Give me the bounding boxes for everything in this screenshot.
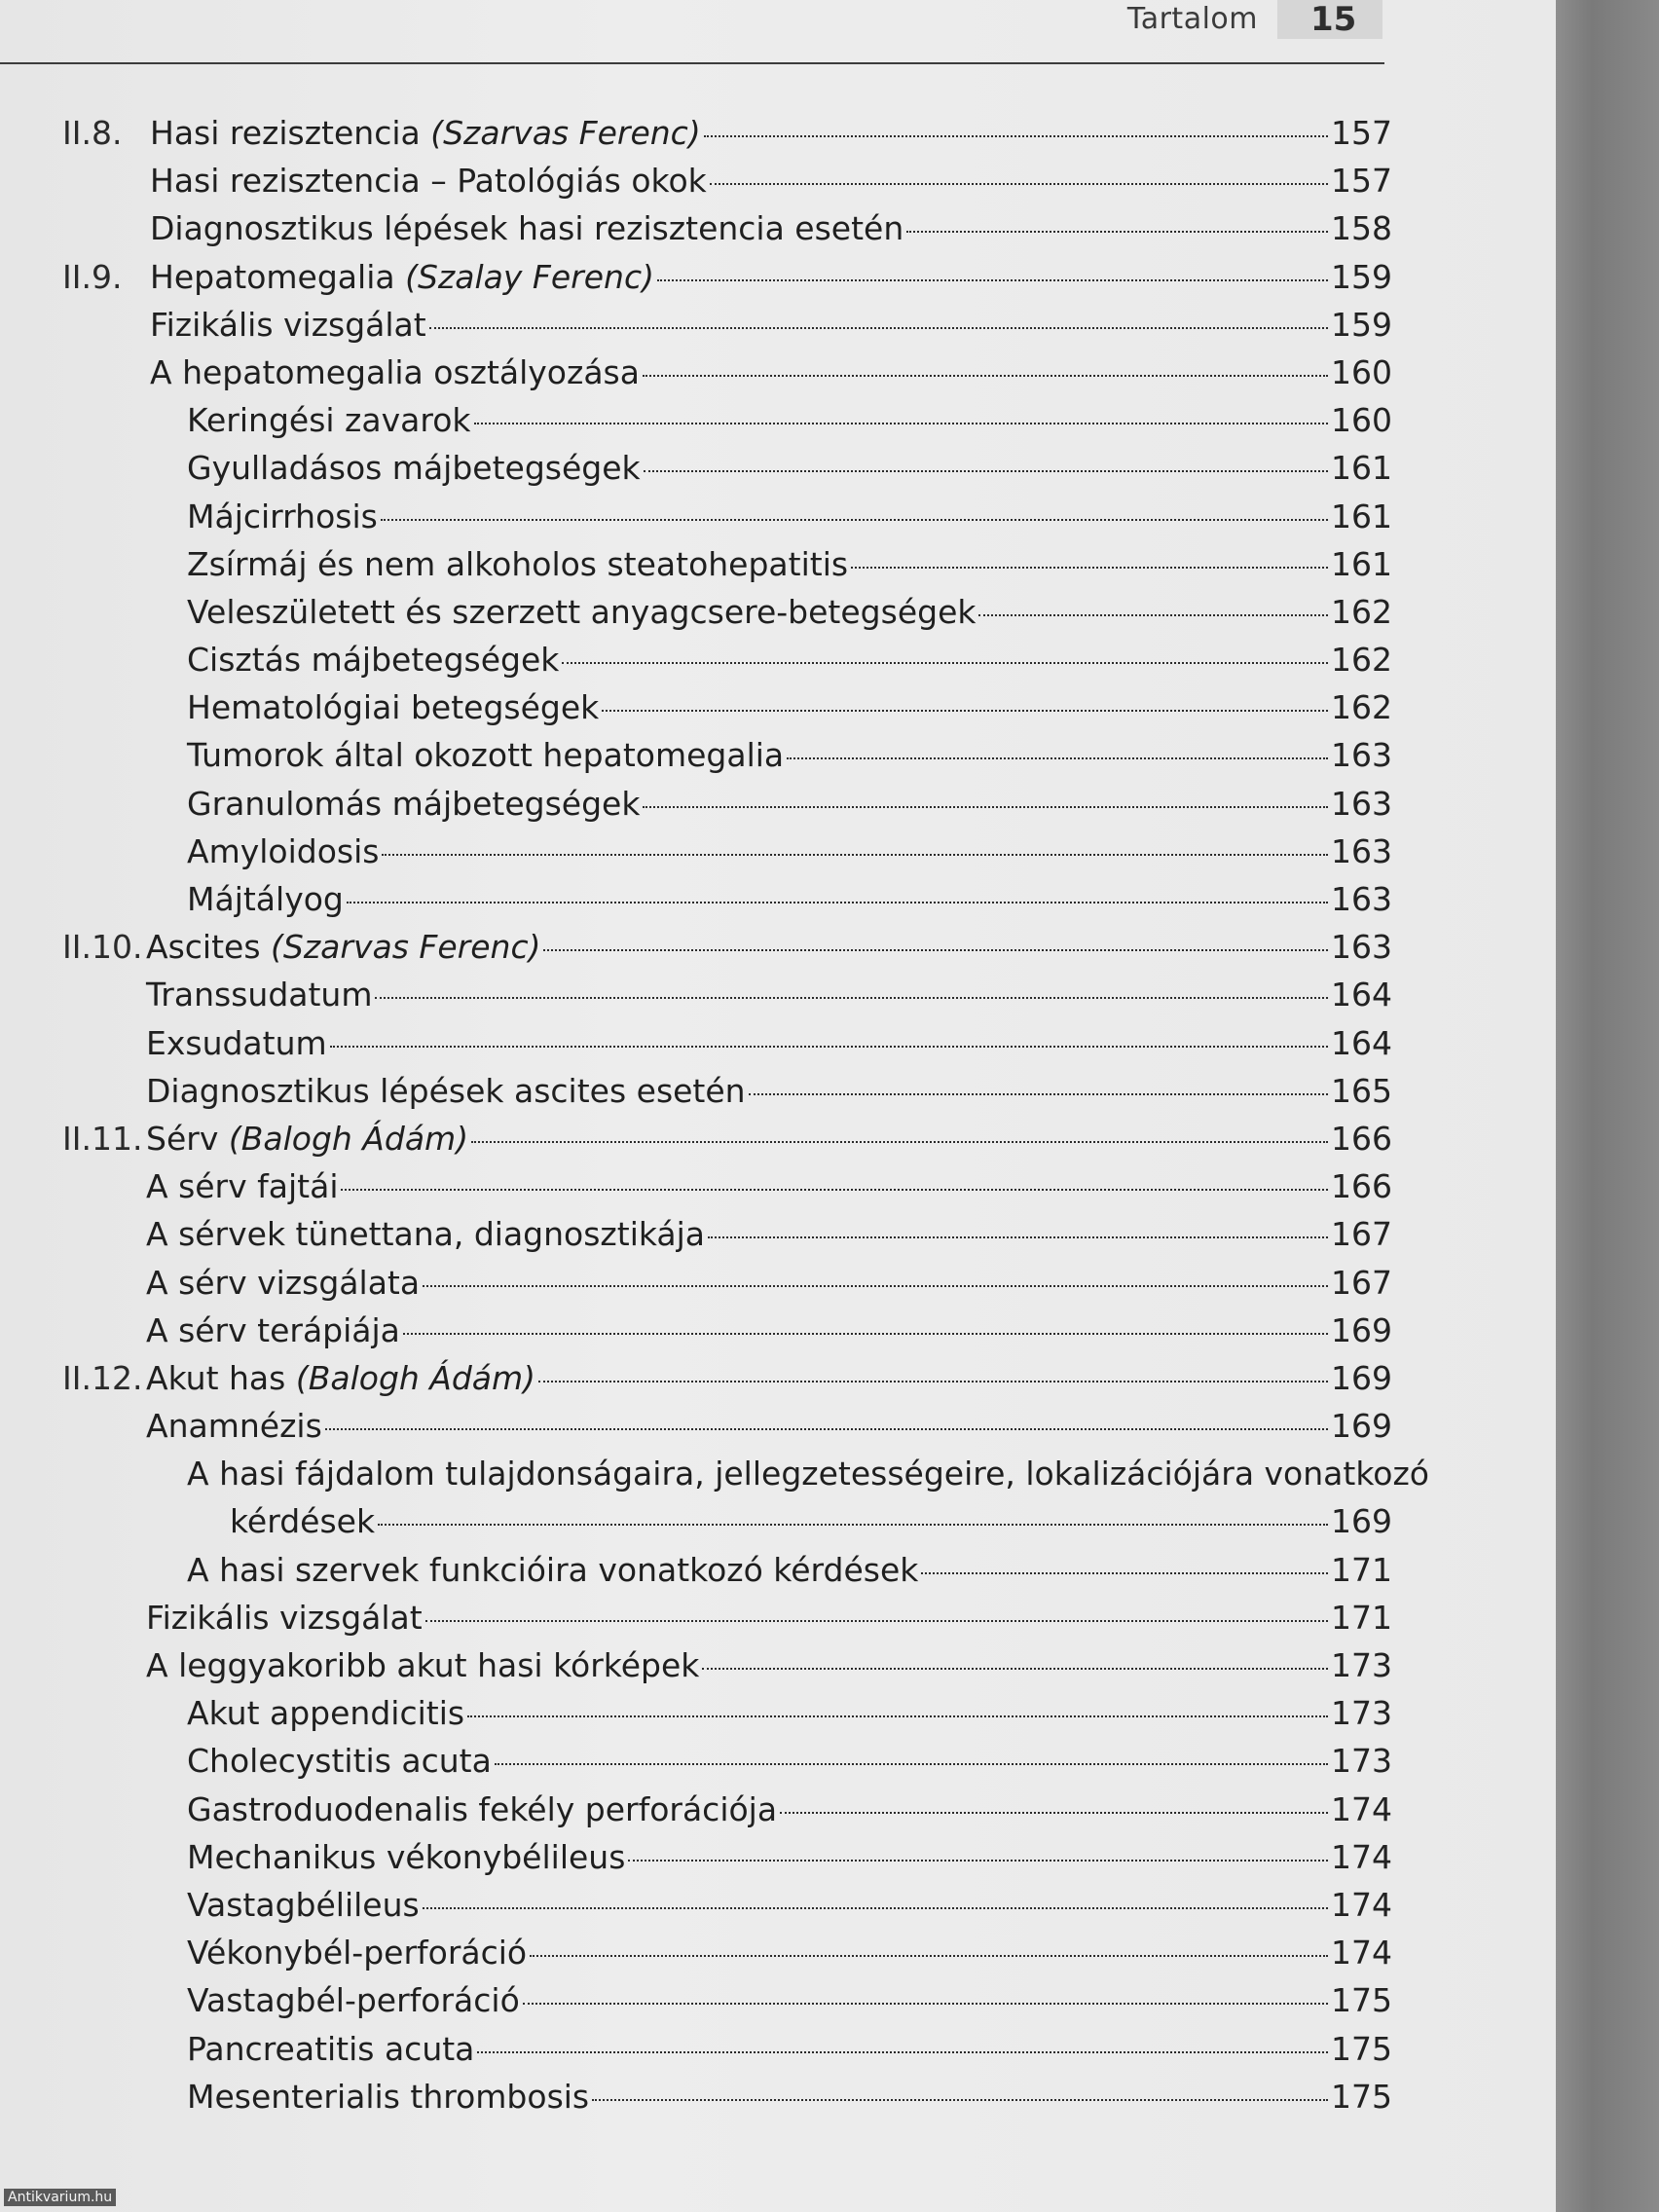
entry-title-text: Májtályog (187, 880, 344, 918)
entry-page-number: 175 (1331, 1981, 1392, 2020)
dot-leader (702, 1668, 1328, 1670)
entry-page-number: 174 (1331, 1934, 1392, 1972)
entry-page-number: 163 (1331, 831, 1392, 870)
entry-title (146, 1307, 400, 1354)
entry-title (187, 396, 471, 444)
entry-page-number: 174 (1331, 1885, 1392, 1924)
entry-title (187, 1929, 527, 1976)
entry-line (187, 780, 1392, 828)
entry-page-number: 161 (1331, 449, 1392, 488)
toc-entry (0, 1737, 1392, 1785)
entry-line (146, 1307, 1392, 1354)
toc-entry (0, 1833, 1392, 1881)
entry-title-text: Zsírmáj és nem alkoholos steatohepatitis (187, 544, 849, 583)
entry-title-text: Tumorok által okozott hepatomegalia (187, 736, 785, 775)
entry-title-text: Mesenterialis thrombosis (187, 2077, 590, 2116)
dot-leader (495, 1763, 1328, 1765)
dot-leader (562, 662, 1328, 664)
entry-line (187, 540, 1392, 588)
entry-page-number: 167 (1331, 1215, 1392, 1254)
entry-title (187, 731, 784, 779)
toc-entry (0, 636, 1392, 683)
entry-page-number: 161 (1331, 497, 1392, 535)
entry-title-text: Transsudatum (146, 976, 373, 1014)
dot-leader (423, 1285, 1328, 1287)
entry-page-number: 173 (1331, 1694, 1392, 1733)
entry-title-text: kérdések (230, 1502, 376, 1541)
toc-entry (0, 493, 1392, 540)
entry-page-number: 175 (1331, 2077, 1392, 2116)
entry-title-text: Diagnosztikus lépések hasi rezisztencia esetén (150, 209, 904, 248)
entry-title (146, 1162, 338, 1210)
dot-leader (543, 949, 1328, 951)
entry-page-number: 174 (1331, 1789, 1392, 1828)
entry-title-text: A hepatomegalia osztályozása (150, 352, 640, 391)
entry-page-number: 175 (1331, 2029, 1392, 2068)
toc-entry (0, 396, 1392, 444)
entry-page-number: 169 (1331, 1407, 1392, 1446)
toc-entry (0, 1019, 1392, 1067)
toc-entry (0, 2073, 1392, 2120)
watermark: Antikvarium.hu (4, 2189, 116, 2206)
entry-title-text: Gyulladásos májbetegségek (187, 449, 641, 488)
entry-line (187, 731, 1392, 779)
toc-entry (0, 1259, 1392, 1307)
entry-title (187, 588, 976, 636)
entry-page-number: 164 (1331, 976, 1392, 1014)
entry-author: (Balogh Ádám) (228, 1119, 469, 1158)
entry-line (187, 2025, 1392, 2073)
toc-entry (0, 683, 1392, 731)
dot-leader (477, 2051, 1328, 2053)
dot-leader (429, 327, 1328, 329)
entry-page-number: 163 (1331, 880, 1392, 918)
entry-page-number: 169 (1331, 1310, 1392, 1349)
dot-leader (628, 1860, 1328, 1862)
entry-title (187, 875, 344, 923)
toc-entry (0, 1067, 1392, 1115)
dot-leader (423, 1907, 1328, 1909)
entry-title-text: Mechanikus vékonybélileus (187, 1837, 626, 1876)
dot-leader (375, 997, 1328, 999)
entry-page-number: 163 (1331, 928, 1392, 967)
entry-line (187, 1976, 1392, 2024)
entry-title (187, 493, 378, 540)
entry-title (187, 540, 848, 588)
toc-entry (0, 1450, 1429, 1497)
dot-leader (644, 470, 1328, 472)
entry-line (187, 588, 1392, 636)
entry-author: (Balogh Ádám) (295, 1358, 536, 1397)
toc-entry (0, 1594, 1392, 1641)
toc-entry (0, 1881, 1392, 1929)
entry-title (146, 1115, 468, 1162)
entry-title-text: Ascites (146, 928, 261, 967)
dot-leader (787, 757, 1328, 759)
section-number: II.9. (62, 257, 123, 296)
entry-title-text: A sérv fajtái (146, 1167, 339, 1206)
toc-entry (0, 971, 1392, 1018)
toc-entry (0, 540, 1392, 588)
entry-title-text: Hepatomegalia (150, 257, 395, 296)
dot-leader (382, 854, 1328, 856)
entry-line (146, 1115, 1392, 1162)
dot-leader (325, 1428, 1328, 1430)
entry-title (146, 1259, 420, 1307)
entry-title-text: Májcirrhosis (187, 497, 378, 535)
entry-line (146, 1402, 1392, 1450)
toc-entry (0, 1115, 1392, 1162)
entry-title (146, 1019, 327, 1067)
section-number: II.12. (62, 1358, 143, 1397)
dot-leader (530, 1955, 1328, 1957)
toc-entry (0, 349, 1392, 396)
entry-title-text: Cholecystitis acuta (187, 1742, 492, 1781)
entry-line (146, 1641, 1392, 1689)
entry-title (187, 1786, 777, 1833)
toc-entry (0, 923, 1392, 971)
entry-page-number: 165 (1331, 1071, 1392, 1110)
entry-title-text: Anamnézis (146, 1407, 322, 1446)
entry-line (187, 636, 1392, 683)
entry-page-number: 162 (1331, 592, 1392, 631)
entry-line (187, 1546, 1392, 1594)
entry-line (187, 396, 1392, 444)
entry-line (150, 204, 1392, 252)
toc-entry (0, 731, 1392, 779)
entry-page-number: 160 (1331, 401, 1392, 440)
entry-page-number: 162 (1331, 688, 1392, 727)
entry-title (146, 1067, 746, 1115)
entry-title-text: Cisztás májbetegségek (187, 641, 560, 680)
entry-line (187, 683, 1392, 731)
dot-leader (708, 1236, 1328, 1238)
toc-entry (0, 1210, 1392, 1258)
toc-entry (0, 1976, 1392, 2024)
entry-page-number: 171 (1331, 1550, 1392, 1589)
dot-leader (978, 614, 1328, 616)
entry-title (146, 1354, 535, 1402)
toc-entry (0, 444, 1392, 492)
dot-leader (523, 2003, 1328, 2005)
entry-title-text: A leggyakoribb akut hasi kórképek (146, 1646, 700, 1684)
toc-entry (0, 1641, 1392, 1689)
entry-page-number: 169 (1331, 1358, 1392, 1397)
entry-title-text: Vastagbélileus (187, 1885, 420, 1924)
entry-page-number: 162 (1331, 641, 1392, 680)
entry-title-text: A sérv terápiája (146, 1310, 400, 1349)
entry-line (150, 349, 1392, 396)
entry-title (187, 1689, 464, 1737)
dot-leader (906, 231, 1328, 233)
entry-title (187, 2025, 474, 2073)
entry-title (146, 1641, 699, 1689)
entry-title-text: Fizikális vizsgálat (150, 305, 426, 344)
toc-entry (0, 1354, 1392, 1402)
running-header (0, 0, 1556, 68)
dot-leader (592, 2099, 1328, 2101)
table-of-contents (0, 109, 1429, 2120)
entry-title (187, 1976, 520, 2024)
entry-title (146, 971, 372, 1018)
book-gutter (1556, 0, 1659, 2212)
entry-title (187, 1450, 1429, 1497)
toc-entry (0, 828, 1392, 875)
entry-line (150, 301, 1392, 349)
entry-title (150, 349, 640, 396)
entry-title (187, 1546, 918, 1594)
dot-leader (341, 1189, 1328, 1191)
entry-title (146, 923, 540, 971)
entry-title-text: A sérvek tünettana, diagnosztikája (146, 1215, 706, 1254)
entry-title (187, 1881, 420, 1929)
entry-title (146, 1210, 705, 1258)
entry-line (230, 1497, 1392, 1545)
dot-leader (538, 1381, 1328, 1382)
entry-page-number: 163 (1331, 736, 1392, 775)
dot-leader (780, 1812, 1328, 1814)
toc-entry (0, 2025, 1392, 2073)
entry-page-number: 161 (1331, 544, 1392, 583)
entry-page-number: 166 (1331, 1167, 1392, 1206)
entry-title-text: Akut has (146, 1358, 286, 1397)
entry-page-number: 173 (1331, 1742, 1392, 1781)
entry-page-number: 171 (1331, 1598, 1392, 1637)
dot-leader (425, 1620, 1328, 1622)
dot-leader (921, 1572, 1328, 1574)
toc-entry (0, 1786, 1392, 1833)
entry-title-text: Pancreatitis acuta (187, 2029, 475, 2068)
toc-entry (0, 1162, 1392, 1210)
entry-title-text: Veleszületett és szerzett anyagcsere-betegségek (187, 592, 977, 631)
entry-title (187, 444, 641, 492)
entry-title (150, 301, 426, 349)
entry-line (187, 1450, 1429, 1497)
entry-title (187, 2073, 589, 2120)
entry-line (146, 1354, 1392, 1402)
entry-title (187, 1737, 492, 1785)
dot-leader (381, 519, 1328, 521)
dot-leader (749, 1093, 1328, 1095)
entry-title (146, 1594, 423, 1641)
entry-title-text: Sérv (146, 1119, 219, 1158)
entry-page-number: 157 (1331, 114, 1392, 152)
toc-entry (0, 204, 1392, 252)
dot-leader (710, 183, 1328, 185)
entry-title (146, 1402, 322, 1450)
toc-entry (0, 875, 1392, 923)
entry-title-text: Akut appendicitis (187, 1694, 465, 1733)
dot-leader (657, 279, 1328, 281)
entry-title (187, 780, 640, 828)
entry-title-text: Diagnosztikus lépések ascites esetén (146, 1071, 746, 1110)
entry-title (230, 1497, 375, 1545)
entry-page-number: 173 (1331, 1646, 1392, 1684)
entry-line (150, 157, 1392, 204)
toc-entry (0, 157, 1392, 204)
toc-entry (0, 253, 1392, 301)
toc-entry (0, 588, 1392, 636)
dot-leader (602, 710, 1328, 712)
entry-title-text: A hasi fájdalom tulajdonságaira, jellegzetességeire, lokalizációjára vonatkozó (187, 1455, 1429, 1493)
entry-line (187, 2073, 1392, 2120)
entry-title (187, 683, 599, 731)
toc-entry (0, 1689, 1392, 1737)
entry-page-number: 159 (1331, 305, 1392, 344)
entry-line (187, 1786, 1392, 1833)
entry-line (146, 1210, 1392, 1258)
entry-line (187, 1881, 1392, 1929)
entry-title-text: A hasi szervek funkcióira vonatkozó kérdések (187, 1550, 919, 1589)
dot-leader (403, 1333, 1328, 1335)
section-number: II.11. (62, 1119, 143, 1158)
toc-entry (0, 780, 1392, 828)
entry-page-number: 169 (1331, 1502, 1392, 1541)
dot-leader (704, 135, 1328, 137)
entry-title-text: Fizikális vizsgálat (146, 1598, 423, 1637)
entry-page-number: 164 (1331, 1023, 1392, 1062)
entry-title-text: Vékonybél-perforáció (187, 1934, 528, 1972)
entry-line (187, 1833, 1392, 1881)
entry-page-number: 160 (1331, 352, 1392, 391)
page-number: 15 (1310, 0, 1357, 39)
entry-title-text: Keringési zavarok (187, 401, 471, 440)
entry-page-number: 158 (1331, 209, 1392, 248)
entry-author: (Szarvas Ferenc) (271, 928, 541, 967)
section-number: II.10. (62, 928, 143, 967)
dot-leader (330, 1046, 1328, 1048)
entry-line (146, 1162, 1392, 1210)
toc-entry (0, 1402, 1392, 1450)
entry-page-number: 157 (1331, 162, 1392, 201)
entry-title-text: Exsudatum (146, 1023, 327, 1062)
entry-page-number: 166 (1331, 1119, 1392, 1158)
dot-leader (643, 375, 1328, 377)
entry-title-text: Gastroduodenalis fekély perforációja (187, 1789, 778, 1828)
entry-line (150, 253, 1392, 301)
entry-title-text: A sérv vizsgálata (146, 1263, 421, 1302)
toc-entry (0, 1546, 1392, 1594)
entry-line (146, 1594, 1392, 1641)
entry-line (187, 1929, 1392, 1976)
toc-entry (0, 301, 1392, 349)
toc-entry (0, 1307, 1392, 1354)
dot-leader (474, 423, 1329, 424)
entry-title-text: Hasi rezisztencia (150, 114, 421, 152)
dot-leader (471, 1141, 1328, 1143)
entry-page-number: 163 (1331, 784, 1392, 823)
entry-page-number: 174 (1331, 1837, 1392, 1876)
entry-line (146, 1067, 1392, 1115)
entry-line (146, 971, 1392, 1018)
entry-title-text: Granulomás májbetegségek (187, 784, 641, 823)
toc-entry (0, 1497, 1392, 1545)
entry-line (146, 1259, 1392, 1307)
entry-line (187, 1737, 1392, 1785)
dot-leader (467, 1715, 1328, 1717)
entry-line (187, 828, 1392, 875)
entry-page-number: 167 (1331, 1263, 1392, 1302)
toc-entry (0, 1929, 1392, 1976)
section-number: II.8. (62, 114, 123, 152)
entry-title (150, 109, 701, 157)
entry-title (150, 157, 707, 204)
header-rule (0, 62, 1384, 64)
dot-leader (643, 806, 1328, 808)
entry-line (187, 444, 1392, 492)
entry-title (187, 1833, 625, 1881)
entry-title (187, 636, 559, 683)
entry-author: (Szalay Ferenc) (405, 257, 654, 296)
entry-title-text: Vastagbél-perforáció (187, 1981, 520, 2020)
entry-title (150, 253, 654, 301)
entry-line (187, 493, 1392, 540)
dot-leader (851, 567, 1328, 569)
header-title: Tartalom (1126, 2, 1258, 36)
entry-title-text: Hasi rezisztencia – Patológiás okok (150, 162, 707, 201)
entry-title (150, 204, 903, 252)
entry-line (146, 1019, 1392, 1067)
dot-leader (347, 902, 1328, 903)
dot-leader (378, 1524, 1328, 1526)
entry-page-number: 159 (1331, 257, 1392, 296)
entry-line (187, 875, 1392, 923)
entry-title-text: Amyloidosis (187, 831, 380, 870)
entry-line (146, 923, 1392, 971)
entry-author: (Szarvas Ferenc) (430, 114, 701, 152)
entry-title (187, 828, 379, 875)
entry-line (187, 1689, 1392, 1737)
toc-entry (0, 109, 1392, 157)
entry-line (150, 109, 1392, 157)
entry-title-text: Hematológiai betegségek (187, 688, 600, 727)
